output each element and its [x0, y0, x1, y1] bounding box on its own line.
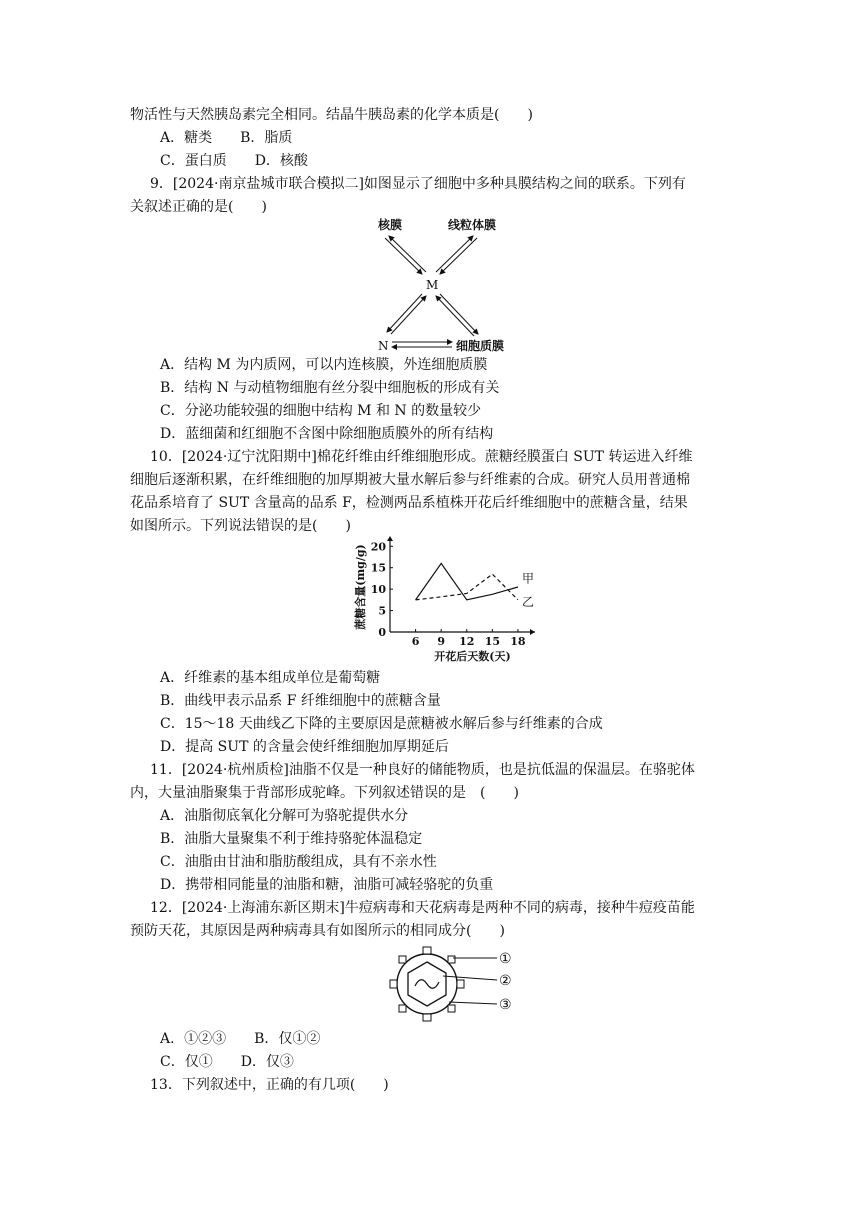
option-line: C．仅① D．仅③ — [160, 1054, 294, 1070]
mitochondria-membrane-label: 线粒体膜 — [448, 218, 497, 232]
option-line: A．糖类 B．脂质 — [160, 130, 293, 146]
question-10-line: 10．[2024·辽宁沈阳期中]棉花纤维由纤维细胞形成。蔗糖经膜蛋白 SUT 转运进入纤维 — [150, 449, 693, 465]
option-line: B．曲线甲表示品系 F 纤维细胞中的蔗糖含量 — [160, 693, 441, 709]
option-line: C．15～18 天曲线乙下降的主要原因是蔗糖被水解后参与纤维素的合成 — [160, 716, 603, 732]
question-13-line: 13．下列叙述中，正确的有几项( ) — [150, 1077, 389, 1093]
structure-m-label: M — [426, 278, 439, 292]
nucleus-membrane-label: 核膜 — [378, 218, 403, 232]
option-line: C．油脂由甘油和脂肪酸组成，具有不亲水性 — [160, 854, 437, 870]
question-10-line: 花品系培育了 SUT 含量高的品系 F，检测两品系植株开花后纤维细胞中的蔗糖含量，结果 — [130, 495, 688, 511]
x-tick-label: 15 — [484, 635, 501, 648]
question-9-line: 关叙述正确的是( ) — [130, 199, 267, 215]
y-tick-label: 5 — [378, 604, 386, 618]
option-line: B．油脂大量聚集不利于维持骆驼体温稳定 — [160, 831, 423, 847]
x-tick-label: 12 — [459, 635, 475, 648]
option-line: A．①②③ B．仅①② — [160, 1031, 321, 1047]
option-line: A．结构 M 为内质网，可以内连核膜，外连细胞质膜 — [160, 357, 488, 373]
component-3-label: ③ — [499, 997, 512, 1013]
y-tick-label: 20 — [370, 540, 386, 554]
sucrose-line-chart — [350, 534, 540, 666]
option-line: C．分泌功能较强的细胞中结构 M 和 N 的数量较少 — [160, 403, 482, 419]
option-line: D．蓝细菌和红细胞不含图中除细胞质膜外的所有结构 — [160, 426, 494, 442]
component-1-label: ① — [499, 951, 512, 967]
series-2-label: 乙 — [521, 594, 534, 609]
component-2-label: ② — [499, 973, 512, 989]
option-line: C．蛋白质 D．核酸 — [160, 153, 308, 169]
x-axis-arrow — [530, 629, 535, 635]
option-line: D．携带相同能量的油脂和糖，油脂可减轻骆驼的负重 — [160, 877, 494, 893]
question-10-line: 细胞后逐渐积累，在纤维细胞的加厚期被大量水解后参与纤维素的合成。研究人员用普通棉 — [130, 472, 690, 488]
x-axis-label: 开花后天数(天) — [434, 650, 511, 663]
question-11-line: 内，大量油脂聚集于背部形成驼峰。下列叙述错误的是 ( ) — [130, 785, 519, 801]
question-10-line: 如图所示。下列说法错误的是( ) — [130, 518, 351, 534]
series-line-1 — [416, 563, 518, 599]
text-line: 物活性与天然胰岛素完全相同。结晶牛胰岛素的化学本质是( ) — [130, 107, 533, 123]
y-tick-label: 10 — [370, 583, 386, 597]
y-tick-label: 0 — [378, 626, 386, 639]
option-line: D．提高 SUT 的含量会使纤维细胞加厚期延后 — [160, 739, 449, 755]
question-9-line: 9．[2024·南京盐城市联合模拟二]如图显示了细胞中多种具膜结构之间的联系。下列有 — [150, 176, 686, 192]
y-tick-label: 15 — [370, 561, 386, 575]
x-tick-label: 18 — [510, 635, 526, 648]
y-axis-arrow — [387, 536, 393, 541]
virus-diagram — [385, 944, 525, 1026]
option-line: A．油脂彻底氧化分解可为骆驼提供水分 — [160, 808, 409, 824]
x-tick-label: 6 — [411, 635, 420, 648]
option-line: B．结构 N 与动植物细胞有丝分裂中细胞板的形成有关 — [160, 380, 500, 396]
structure-n-label: N — [378, 339, 389, 353]
membrane-diagram — [360, 214, 520, 354]
question-11-line: 11．[2024·杭州质检]油脂不仅是一种良好的储能物质，也是抗低温的保温层。在骆驼体 — [150, 762, 695, 778]
question-12-line: 12．[2024·上海浦东新区期末]牛痘病毒和天花病毒是两种不同的病毒，接种牛痘疫苗能 — [150, 900, 695, 916]
option-line: A．纤维素的基本组成单位是葡萄糖 — [160, 670, 381, 686]
x-tick-label: 9 — [437, 635, 446, 648]
series-1-label: 甲 — [521, 571, 534, 586]
question-12-line: 预防天花，其原因是两种病毒具有如图所示的相同成分( ) — [130, 923, 505, 939]
plasma-membrane-label: 细胞质膜 — [456, 339, 505, 353]
y-axis-label: 蔗糖含量(mg/g) — [354, 544, 367, 630]
